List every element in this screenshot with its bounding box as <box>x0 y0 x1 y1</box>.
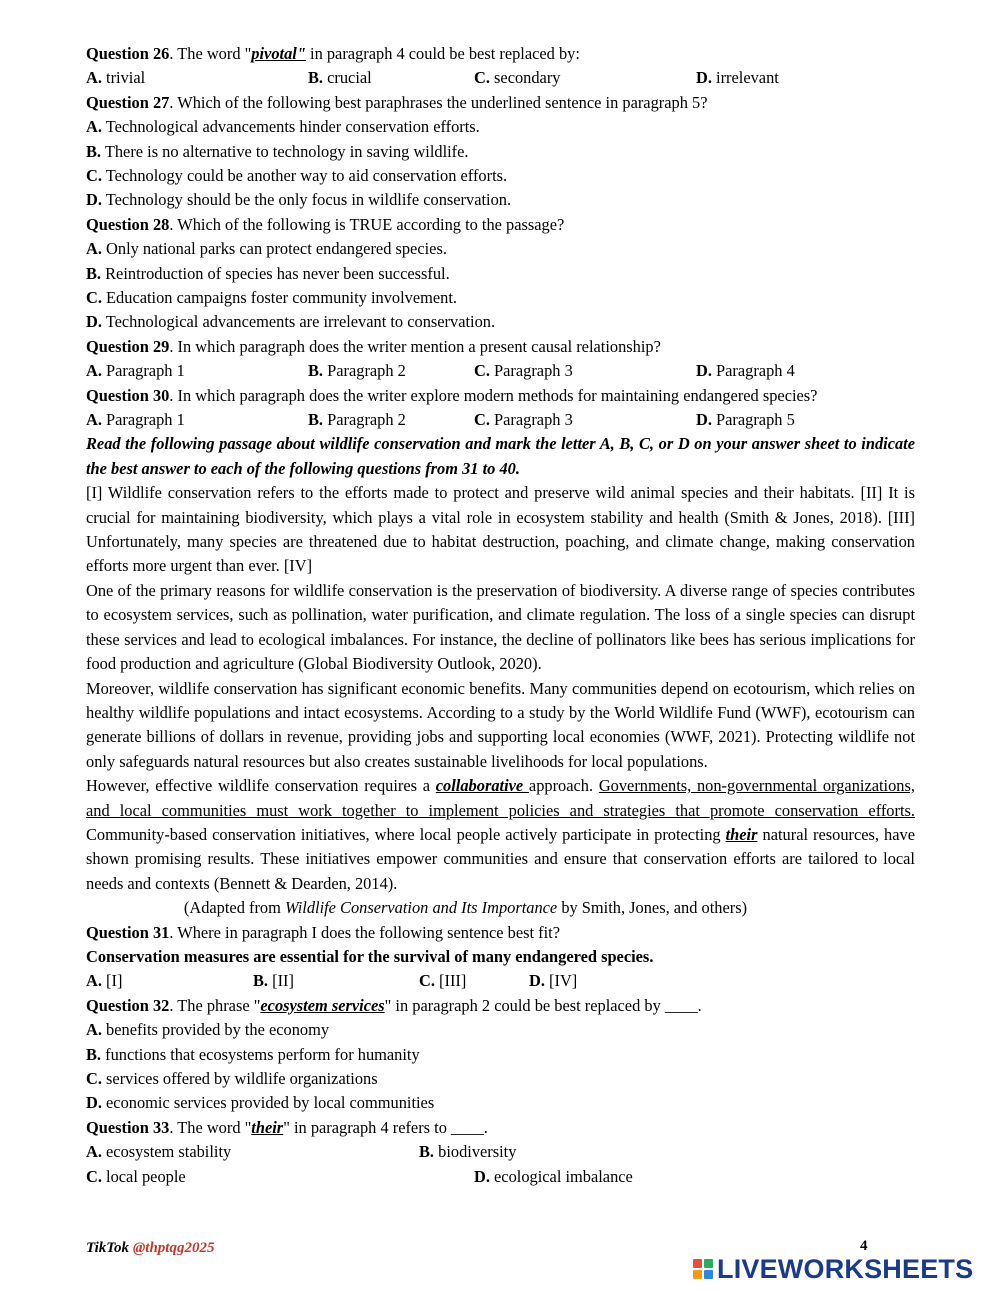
option-c[interactable]: C. Technology could be another way to aid conservation efforts. <box>86 166 508 186</box>
question-28: Question 28. Which of the following is TRUE according to the passage? <box>86 214 565 234</box>
footer-credit: TikTok @thptqg2025 <box>86 1240 215 1256</box>
question-26-options <box>86 66 915 90</box>
liveworksheets-logo <box>693 1254 973 1284</box>
option-a[interactable]: A. Paragraph 1 <box>86 361 185 381</box>
question-27: Question 27. Which of the following best paraphrases the underlined sentence in paragraph 5? <box>86 92 708 112</box>
option-a[interactable]: A. Only national parks can protect endangered species. <box>86 239 447 259</box>
option-c[interactable]: C. [III] <box>419 971 467 991</box>
question-30: Question 30. In which paragraph does the writer explore modern methods for maintaining endangered species? <box>86 385 818 405</box>
page-number: 4 <box>860 1238 868 1254</box>
passage-source: (Adapted from Wildlife Conservation and Its Importance by Smith, Jones, and others) <box>183 898 748 918</box>
option-c[interactable]: C. Paragraph 3 <box>474 410 573 430</box>
liveworksheets-logo-icon <box>693 1259 713 1279</box>
option-d[interactable]: D. Technological advancements are irrelevant to conservation. <box>86 312 496 332</box>
option-a[interactable]: A. Technological advancements hinder conservation efforts. <box>86 117 480 137</box>
question-31-sentence: Conservation measures are essential for the survival of many endangered species. <box>86 946 654 966</box>
option-b[interactable]: B. Paragraph 2 <box>308 361 406 381</box>
question-30-options <box>86 408 915 432</box>
option-b[interactable]: B. There is no alternative to technology in saving wildlife. <box>86 141 469 161</box>
worksheet-page <box>86 42 915 1189</box>
question-32: Question 32. The phrase "ecosystem services" in paragraph 2 could be best replaced by ____. <box>86 995 702 1015</box>
passage-instructions: Read the following passage about wildlife conservation and mark the letter A, B, C, or D on your answer sheet to indicate the best answer to each of the following questions from 31 to 40. <box>86 434 915 478</box>
option-c[interactable]: C. local people <box>86 1166 186 1186</box>
question-29: Question 29. In which paragraph does the writer mention a present causal relationship? <box>86 336 661 356</box>
option-b[interactable]: B. biodiversity <box>419 1142 517 1162</box>
question-31: Question 31. Where in paragraph I does the following sentence best fit? <box>86 922 560 942</box>
option-c[interactable]: C. Education campaigns foster community involvement. <box>86 288 457 308</box>
option-d[interactable]: D. ecological imbalance <box>474 1166 633 1186</box>
option-b[interactable]: B. Reintroduction of species has never been successful. <box>86 263 450 283</box>
option-a[interactable]: A. [I] <box>86 971 123 991</box>
question-33-options-row-1 <box>86 1140 915 1164</box>
question-26: Question 26. The word "pivotal" in paragraph 4 could be best replaced by: <box>86 44 580 63</box>
passage-paragraph-4: However, effective wildlife conservation requires a collaborative approach. Governments, non-governmental organizations, and local communities must work together to implement policies and strategies that promote conservation efforts. Community-based conservation initiatives, where local people actively participate in protecting their natural resources, have shown promising results. These initiatives empower communities and ensure that conservation efforts are tailored to local needs and contexts (Bennett & Dearden, 2014). <box>86 776 915 893</box>
option-c[interactable]: C. secondary <box>474 68 561 88</box>
passage-paragraph-1: [I] Wildlife conservation refers to the efforts made to protect and preserve wild animal species and their habitats. [II] It is crucial for maintaining biodiversity, which plays a vital role in ecosystem stability and health (Smith & Jones, 2018). [III] Unfortunately, many species are threatened due to habitat destruction, poaching, and climate change, making conservation efforts more urgent than ever. [IV] <box>86 483 915 576</box>
option-d[interactable]: D. Paragraph 5 <box>696 410 795 430</box>
question-31-options <box>86 969 915 993</box>
option-d[interactable]: D. irrelevant <box>696 68 779 88</box>
option-b[interactable]: B. Paragraph 2 <box>308 410 406 430</box>
option-b[interactable]: B. [II] <box>253 971 294 991</box>
option-b[interactable]: B. functions that ecosystems perform for humanity <box>86 1044 420 1064</box>
question-29-options <box>86 359 915 383</box>
question-33-options-row-2 <box>86 1165 915 1189</box>
passage-paragraph-2: One of the primary reasons for wildlife conservation is the preservation of biodiversity. A diverse range of species contributes to ecosystem services, such as pollination, water purification, and climate regulation. The loss of a single species can disrupt these services and lead to ecological imbalances. For instance, the decline of pollinators like bees has serious implications for food production and agriculture (Global Biodiversity Outlook, 2020). <box>86 580 915 674</box>
brand-name: LIVEWORKSHEETS <box>717 1253 974 1284</box>
option-a[interactable]: A. Paragraph 1 <box>86 410 185 430</box>
question-33: Question 33. The word "their" in paragraph 4 refers to ____. <box>86 1117 488 1137</box>
option-c[interactable]: C. services offered by wildlife organizations <box>86 1069 378 1088</box>
option-d[interactable]: D. economic services provided by local communities <box>86 1093 435 1113</box>
option-d[interactable]: D. Paragraph 4 <box>696 361 795 381</box>
option-a[interactable]: A. benefits provided by the economy <box>86 1020 330 1040</box>
option-d[interactable]: D. [IV] <box>529 971 578 991</box>
option-d[interactable]: D. Technology should be the only focus in wildlife conservation. <box>86 190 512 210</box>
option-a[interactable]: A. ecosystem stability <box>86 1142 232 1162</box>
option-c[interactable]: C. Paragraph 3 <box>474 361 573 381</box>
option-a[interactable]: A. trivial <box>86 68 146 88</box>
option-b[interactable]: B. crucial <box>308 68 372 88</box>
passage-paragraph-3: Moreover, wildlife conservation has significant economic benefits. Many communities depend on ecotourism, which relies on healthy wildlife populations and intact ecosystems. According to a study by the World Wildlife Fund (WWF), ecotourism can generate billions of dollars in revenue, providing jobs and supporting local economies (WWF, 2021). Protecting wildlife not only safeguards natural resources but also creates sustainable livelihoods for local populations. <box>86 678 915 771</box>
